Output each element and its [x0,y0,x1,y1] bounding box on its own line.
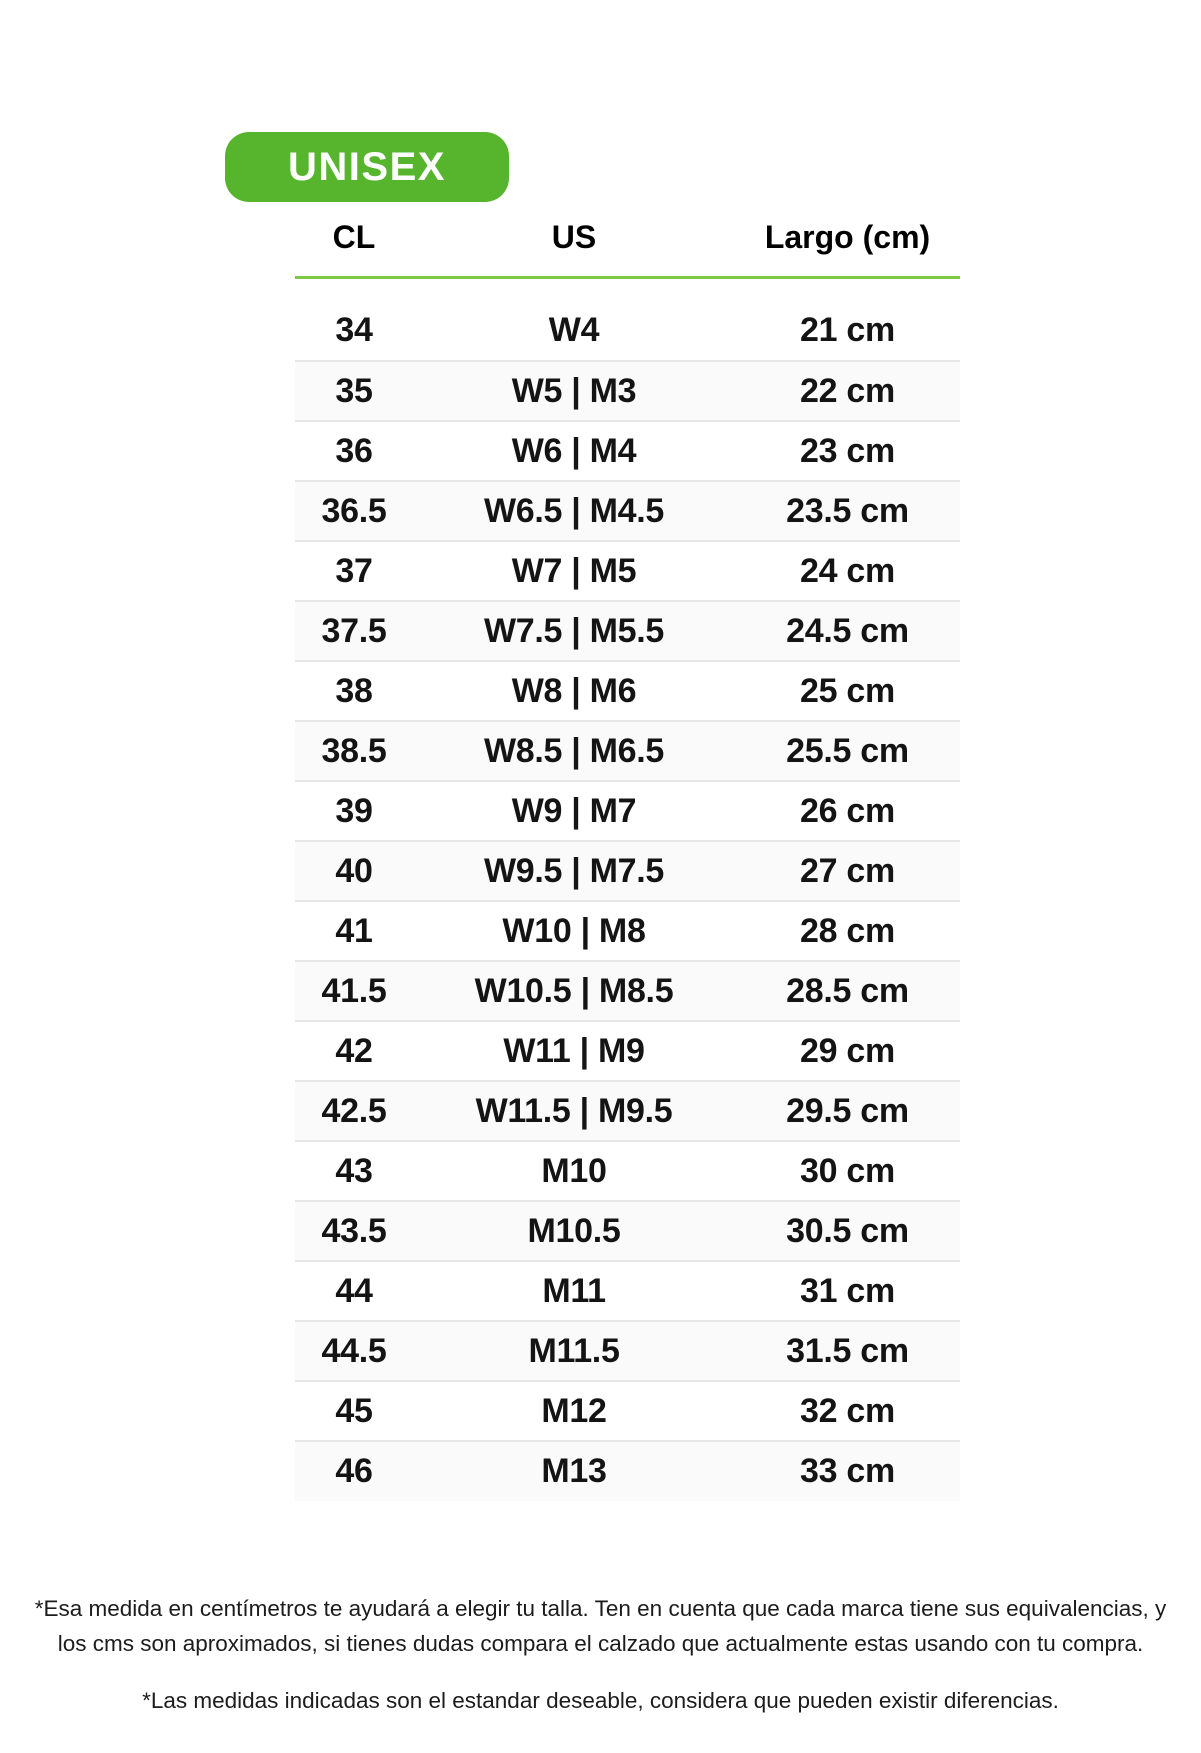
table-row [295,301,960,361]
cell-largo: 26 cm [735,781,960,841]
cell-cl: 41 [295,901,413,961]
table-row [295,961,960,1021]
cell-largo: 23 cm [735,421,960,481]
cell-cl: 41.5 [295,961,413,1021]
table-row [295,481,960,541]
cell-largo: 25.5 cm [735,721,960,781]
cell-largo: 31.5 cm [735,1321,960,1381]
cell-cl: 37.5 [295,601,413,661]
cell-cl: 42 [295,1021,413,1081]
cell-us: W4 [548,311,600,349]
table-row [295,841,960,901]
table-row [295,361,960,421]
cell-cl: 38.5 [295,721,413,781]
cell-cl: 44 [295,1261,413,1321]
cell-us: W6 | M4 [413,421,735,481]
cell-cl: 40 [295,841,413,901]
table-row [295,1381,960,1441]
cell-us: M10 [413,1141,735,1201]
cell-cl: 34 [335,311,373,349]
cell-largo: 30 cm [735,1141,960,1201]
header-largo: Largo (cm) [764,218,931,255]
cell-cl: 43.5 [295,1201,413,1261]
table-row [295,1441,960,1501]
table-row [295,721,960,781]
cell-largo: 21 cm [800,311,895,349]
cell-us: W7.5 | M5.5 [413,601,735,661]
cell-us: M10.5 [413,1201,735,1261]
table-row [295,601,960,661]
cell-largo: 33 cm [735,1441,960,1501]
cell-cl: 36 [295,421,413,481]
footnote-measure: *Esa medida en centímetros te ayudará a elegir tu talla. Ten en cuenta que cada marca tiene sus equivalencias, y los cms son aproximados, si tienes dudas compara el calzado que actualmente estas usando con tu compra. [34,1596,1167,1656]
cell-us: W10.5 | M8.5 [413,961,735,1021]
cell-cl: 39 [295,781,413,841]
table-row [295,1261,960,1321]
header-cl: CL [332,218,376,255]
cell-cl: 37 [295,541,413,601]
cell-largo: 28.5 cm [735,961,960,1021]
cell-largo: 22 cm [735,361,960,421]
cell-us: W5 | M3 [413,361,735,421]
table-row [295,781,960,841]
table-row [295,1201,960,1261]
size-table [295,192,960,1501]
cell-us: M13 [413,1441,735,1501]
cell-cl: 36.5 [295,481,413,541]
cell-largo: 28 cm [735,901,960,961]
cell-us: W10 | M8 [413,901,735,961]
cell-largo: 24 cm [735,541,960,601]
cell-largo: 29.5 cm [735,1081,960,1141]
cell-largo: 31 cm [735,1261,960,1321]
cell-cl: 42.5 [295,1081,413,1141]
cell-us: W9.5 | M7.5 [413,841,735,901]
table-row [295,1141,960,1201]
cell-largo: 23.5 cm [735,481,960,541]
header-us: US [551,218,597,255]
size-table-body [295,277,960,1501]
cell-largo: 27 cm [735,841,960,901]
cell-us: W7 | M5 [413,541,735,601]
table-row [295,1321,960,1381]
cell-us: M12 [413,1381,735,1441]
unisex-badge: UNISEX [225,132,509,202]
cell-cl: 35 [295,361,413,421]
cell-cl: 44.5 [295,1321,413,1381]
cell-us: W9 | M7 [413,781,735,841]
table-row [295,1021,960,1081]
cell-us: W8.5 | M6.5 [413,721,735,781]
cell-us: W8 | M6 [413,661,735,721]
header-row [295,192,960,277]
table-row [295,421,960,481]
table-row [295,541,960,601]
cell-largo: 32 cm [735,1381,960,1441]
cell-us: M11.5 [413,1321,735,1381]
cell-us: W11 | M9 [413,1021,735,1081]
cell-cl: 45 [295,1381,413,1441]
table-row [295,1081,960,1141]
table-row [295,901,960,961]
cell-largo: 25 cm [735,661,960,721]
cell-cl: 43 [295,1141,413,1201]
cell-cl: 38 [295,661,413,721]
table-row [295,661,960,721]
cell-largo: 30.5 cm [735,1201,960,1261]
footnotes [0,1592,1201,1719]
footnote-standard: *Las medidas indicadas son el estandar deseable, considera que pueden existir diferencias. [142,1687,1059,1713]
cell-cl: 46 [295,1441,413,1501]
cell-us: W6.5 | M4.5 [413,481,735,541]
cell-largo: 24.5 cm [735,601,960,661]
cell-us: M11 [413,1261,735,1321]
cell-us: W11.5 | M9.5 [413,1081,735,1141]
cell-largo: 29 cm [735,1021,960,1081]
